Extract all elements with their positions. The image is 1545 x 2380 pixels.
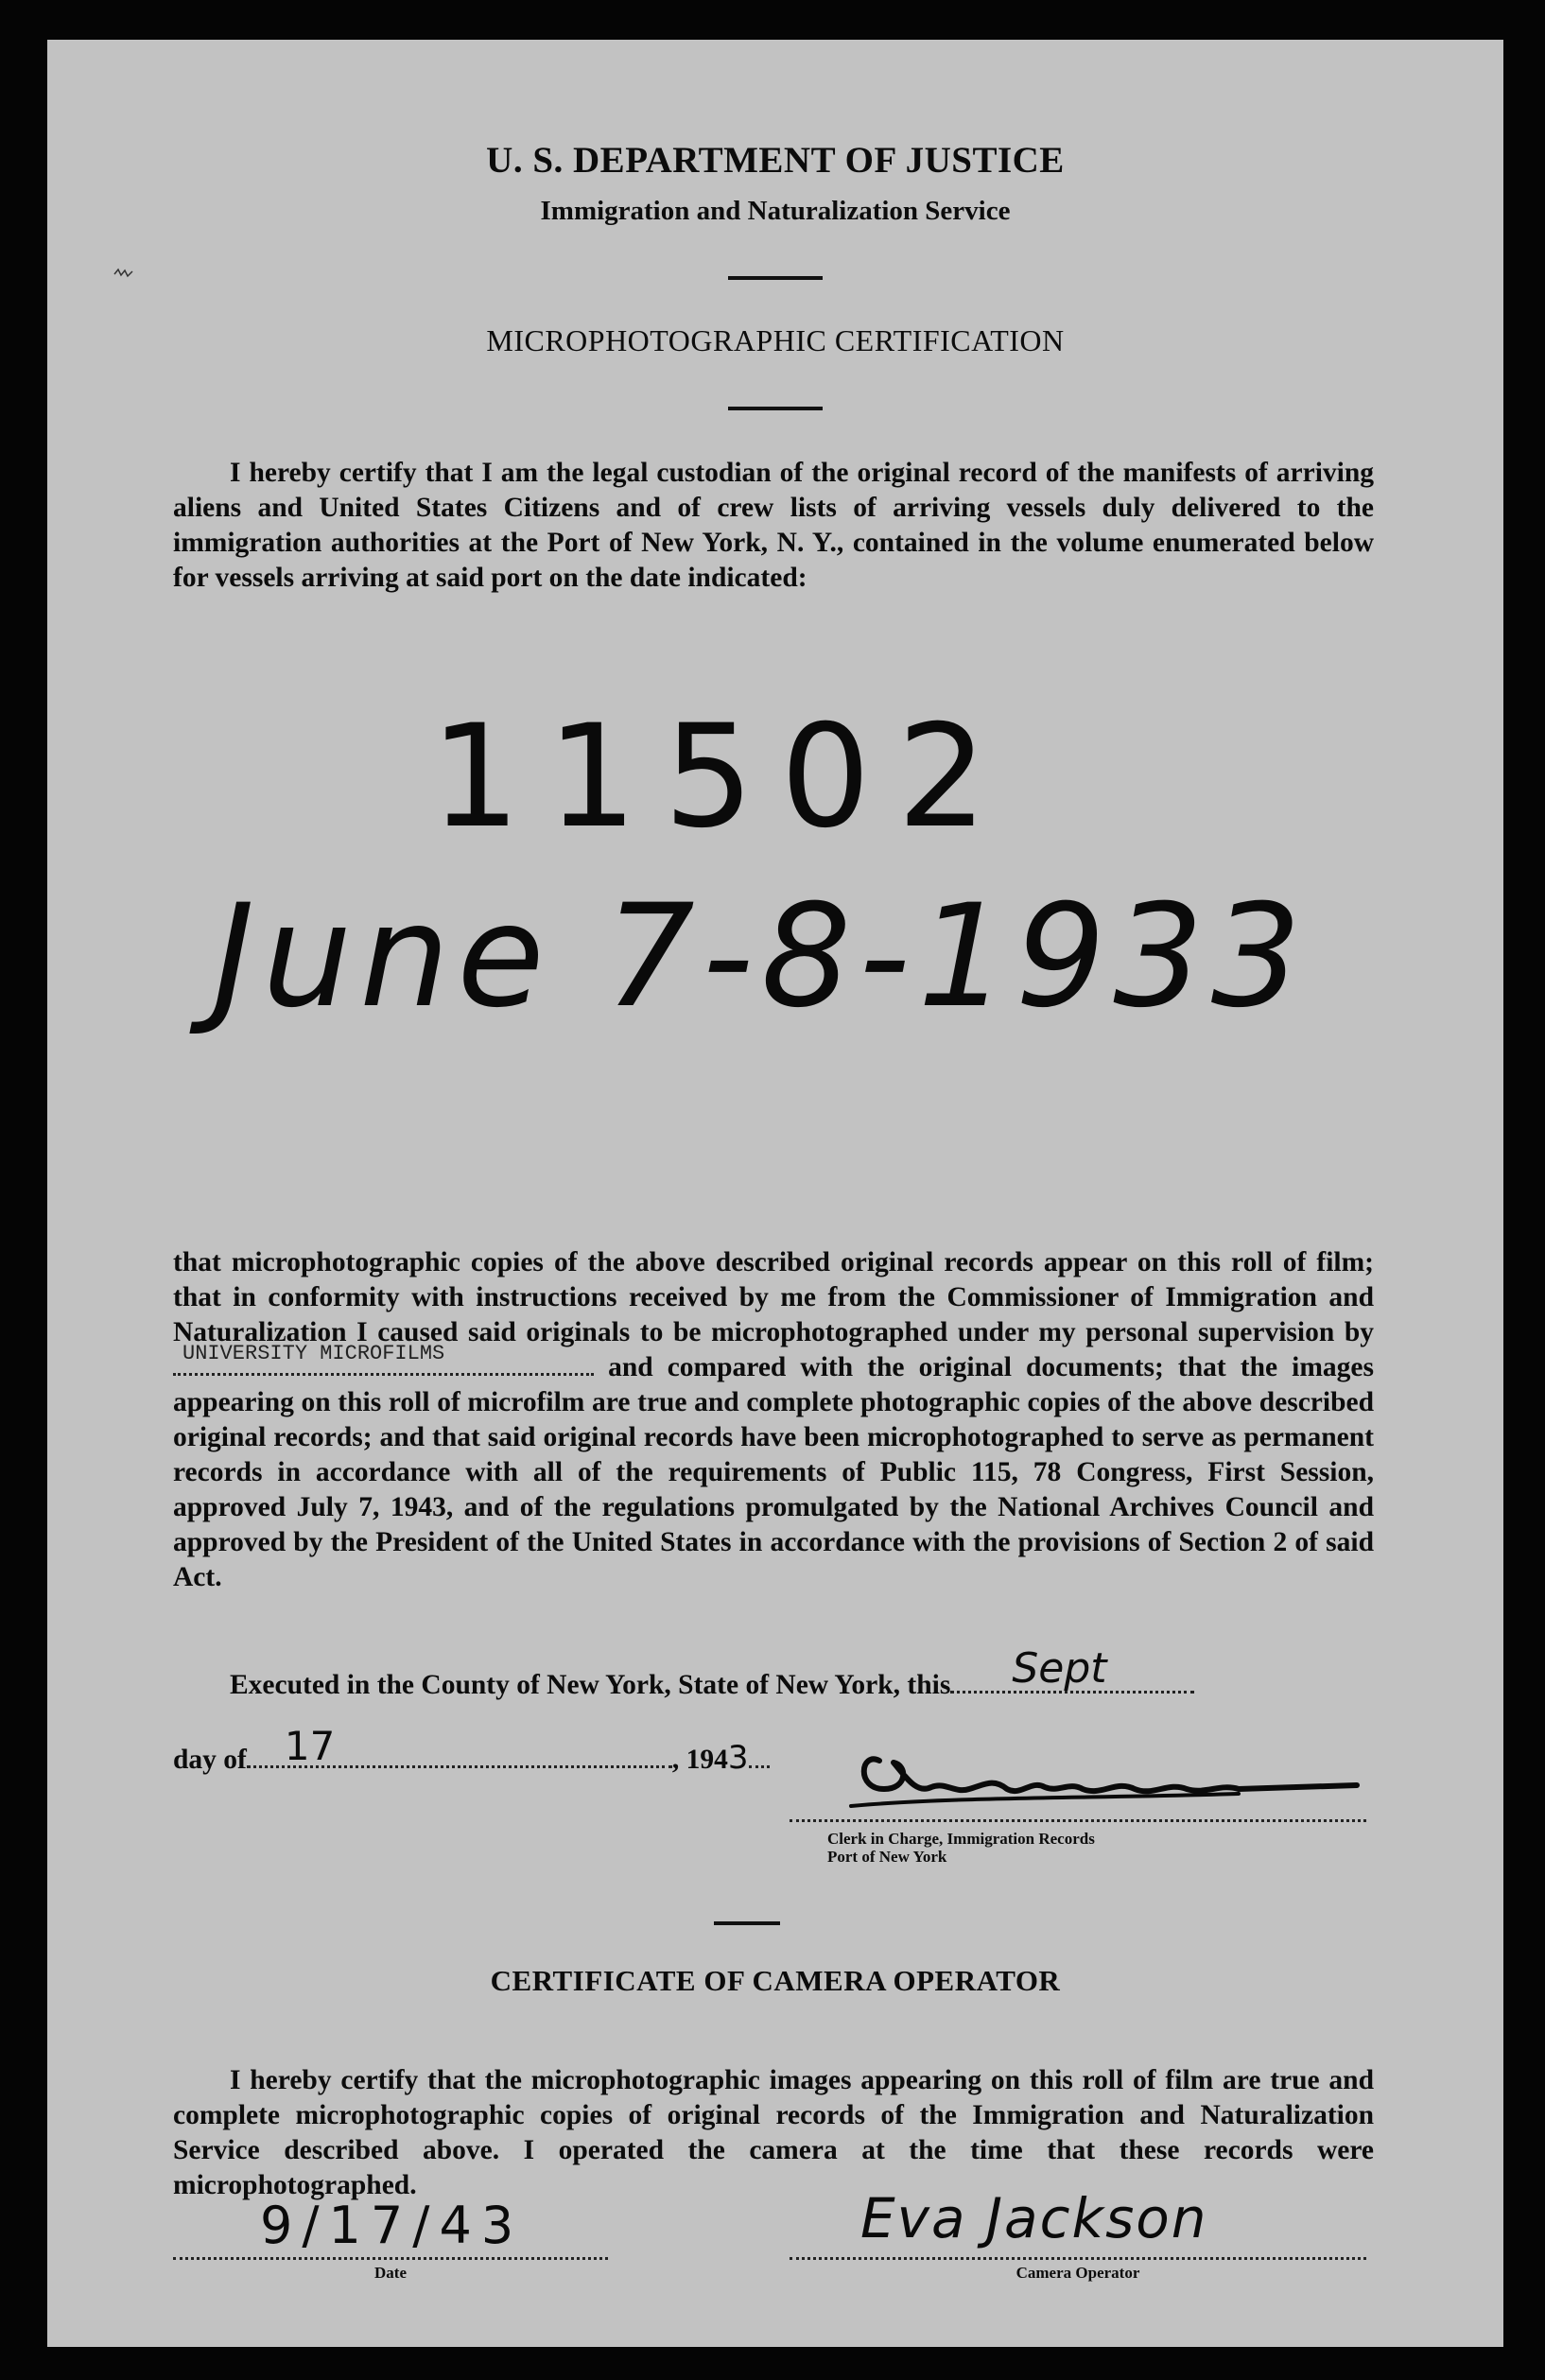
margin-speck <box>113 267 134 280</box>
volume-number-handwritten: 11502 <box>430 695 1015 860</box>
certificate-page <box>47 40 1503 2347</box>
clerk-title-line2: Port of New York <box>827 1848 947 1866</box>
executed-line <box>230 1644 1194 1701</box>
month-blank <box>950 1644 1194 1694</box>
service-subheading: Immigration and Naturalization Service <box>540 196 1011 226</box>
arrival-dates-handwritten: June 7-8-1933 <box>213 875 1310 1039</box>
day-blank <box>247 1723 672 1769</box>
certification-title: MICROPHOTOGRAPHIC CERTIFICATION <box>486 323 1065 357</box>
year-blank <box>749 1743 770 1768</box>
microphotographic-text: that microphotographic copies of the above described original records appear on this roll of film; that in conformity with instructions received by me from the Commissioner of Immigration and Naturalization I caused said originals to be microphotographed under my personal supervision by <box>173 1247 1374 1347</box>
clerk-signature-line <box>790 1819 1366 1822</box>
clerk-signature <box>842 1723 1371 1827</box>
custodian-paragraph: I hereby certify that I am the legal custodian of the original record of the manifests of arriving aliens and United States Citizens and of crew lists of arriving vessels duly delivered to the immigration authorities at the Port of New York, N. Y., contained in the volume enumerated below for vessels arriving at said port on the date indicated: <box>173 458 1374 593</box>
day-label: day of <box>173 1745 247 1775</box>
camera-date-line <box>173 2257 608 2260</box>
microphotographic-paragraph <box>173 1245 1374 1595</box>
microfilmer-blank <box>173 1342 594 1376</box>
camera-date-handwritten: 9/17/43 <box>260 2196 524 2255</box>
clerk-title <box>827 1830 1095 1866</box>
month-handwritten: Sept <box>1012 1644 1107 1693</box>
divider-top <box>728 276 823 280</box>
divider-title <box>728 407 823 410</box>
microfilmer-typed: UNIVERSITY MICROFILMS <box>182 1342 445 1365</box>
year-prefix: , 194 <box>671 1745 728 1775</box>
microphotographic-text-continued: and compared with the original documents; that the images appearing on this roll of microfilm are true and complete photographic copies of the above described original records; and that said original records have been microphotographed to serve as permanent records in accordance with all of the requirements of Public 115, 78 Congress, First Session, approved July 7, 1943, and of the regulations promulgated by the National Archives Council and approved by the President of the United States in accordance with the provisions of Section 2 of said Act. <box>173 1352 1375 1592</box>
camera-operator-signature: Eva Jackson <box>860 2186 1208 2250</box>
camera-operator-title: CERTIFICATE OF CAMERA OPERATOR <box>490 1964 1061 1997</box>
camera-operator-paragraph: I hereby certify that the microphotographic images appearing on this roll of film are true and complete microphotographic copies of original records of the Immigration and Naturalization Service described above. I operated the camera at the time that these records were microphotographed. <box>173 2065 1374 2200</box>
clerk-title-line1: Clerk in Charge, Immigration Records <box>827 1830 1095 1848</box>
year-digit-handwritten: 3 <box>727 1739 749 1777</box>
executed-lead: Executed in the County of New York, State of New York, this <box>230 1670 951 1700</box>
camera-operator-label: Camera Operator <box>1016 2264 1140 2282</box>
camera-operator-line <box>790 2257 1366 2260</box>
camera-date-label: Date <box>374 2264 407 2282</box>
department-heading: U. S. DEPARTMENT OF JUSTICE <box>486 140 1065 181</box>
day-line <box>173 1723 770 1777</box>
divider-camera <box>714 1921 780 1925</box>
day-handwritten: 17 <box>284 1723 336 1769</box>
